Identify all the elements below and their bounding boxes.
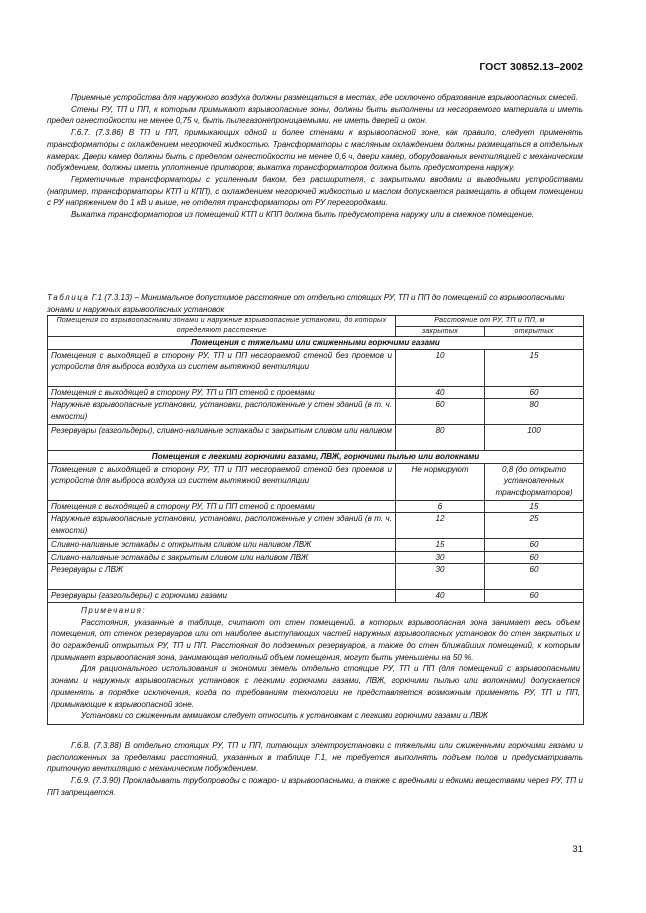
table-row: [48, 590, 584, 603]
row-closed: 80: [396, 425, 485, 451]
note: Расстояния, указанные в таблице, считают от стен помещений, в которых взрывоопасная зона занимает весь объем помещения, от стенок резервуаров или от наиболее выступающих частей наружных взрывоопасных установок до стен закрытых и до ограждений открытых РУ, ТП и ПП. Расстояния до подземных резервуаров, а также до стен ближайших помещений, к которым примыкает взрывоопасная зона, занимающая неполный объем помещения, могут быть уменьшены на 50 %.: [51, 617, 580, 662]
row-open: 60: [485, 386, 584, 399]
table-row: [48, 551, 584, 564]
section-row: [48, 451, 584, 464]
paragraph: Г.6.8. (7.3.88) В отдельно стоящих РУ, ТП и ПП, питающих электроустановки с тяжелыми или сжиженными горючими газами и расположенных за пределами расстояний, указанных в таблице Г.1, не требуется выполнять подъем полов и предусматривать приточную вентиляцию с механическим побуждением.: [47, 741, 583, 774]
row-closed: Не нормируют: [396, 463, 485, 500]
row-closed: 15: [396, 539, 485, 552]
note: Для рационального использования и экономии земель отдельно стоящие РУ, ТП и ПП (для помещений с взрывоопасными зонами и наружных взрывоопасных установок с легкими горючими газами, ЛВЖ, горючими пылью или волокнами) допускается применять в порядке исключения, когда по требованиям технологии не представляется возможным применять РУ, ТП и ПП, примыкающие к взрывоопасной зоне.: [51, 664, 580, 709]
document-id: ГОСТ 30852.13–2002: [479, 61, 583, 73]
paragraph: Выкатка трансформаторов из помещений КТП и КПП должна быть предусмотрена наружу или в смежное помещение.: [71, 210, 535, 220]
table-row: [48, 539, 584, 552]
table-row: [48, 425, 584, 451]
table-row: [48, 386, 584, 399]
row-open: 100: [485, 425, 584, 451]
note: Установки со сжиженным аммиаком следует относить к установкам с легкими горючими газами и ЛВЖ: [81, 711, 488, 721]
top-text-block: [47, 92, 583, 221]
col-head-main: Помещения со взрывоопасными зонами и наружные взрывоопасные установки, до которых определяют расстояние: [48, 316, 396, 337]
row-label: Сливно-наливные эстакады с открытым сливом или наливом ЛВЖ: [48, 539, 396, 552]
section-title: Помещения с тяжелыми или сжиженными горючими газами: [48, 337, 584, 350]
row-open: 25: [485, 513, 584, 539]
table-row: [48, 500, 584, 513]
row-open: 0,8 (до открыто установленных трансформаторов): [485, 463, 584, 500]
table-row: [48, 463, 584, 500]
row-open: 15: [485, 500, 584, 513]
row-label: Резервуары (газгольдеры) с горючими газами: [48, 590, 396, 603]
row-open: 15: [485, 349, 584, 386]
section-row: [48, 337, 584, 350]
distance-table: [47, 315, 584, 725]
col-head-open: открытых: [485, 326, 584, 337]
row-open: 60: [485, 590, 584, 603]
table-row: [48, 399, 584, 425]
table-block: [47, 292, 583, 725]
paragraph: Приемные устройства для наружного воздуха должны размещаться в местах, где исключено образование взрывоопасных смесей.: [71, 93, 578, 102]
row-label: Резервуары с ЛВЖ: [48, 564, 396, 590]
table-row: [48, 564, 584, 590]
col-head-closed: закрытых: [396, 326, 485, 337]
row-label: Помещения с выходящей в сторону РУ, ТП и ПП стеной с проемами: [48, 500, 396, 513]
row-label: Наружные взрывоопасные установки, установки, расположенные у стен зданий (в т. ч. емкости): [48, 399, 396, 425]
row-closed: 30: [396, 551, 485, 564]
row-open: 60: [485, 551, 584, 564]
table-caption: [47, 292, 583, 315]
table-header-row: [48, 316, 584, 327]
row-label: Сливно-наливные эстакады с закрытым сливом или наливом ЛВЖ: [48, 551, 396, 564]
page-number: 31: [572, 844, 583, 855]
table-row: [48, 349, 584, 386]
row-label: Помещения с выходящей в сторону РУ, ТП и ПП несгораемой стеной без проемов и устройств для выброса воздуха из систем вытяжной вентиляции: [48, 349, 396, 386]
notes-cell: [48, 602, 584, 724]
row-closed: 30: [396, 564, 485, 590]
notes-row: [48, 602, 584, 724]
row-closed: 6: [396, 500, 485, 513]
row-label: Резервуары (газгольдеры), сливно-наливные эстакады с закрытым сливом или наливом: [48, 425, 396, 451]
row-closed: 12: [396, 513, 485, 539]
row-open: 60: [485, 539, 584, 552]
paragraph: Стены РУ, ТП и ПП, к которым примыкают взрывоопасные зоны, должны быть выполнены из несгораемого материала и иметь предел огнестойкости не менее 0,75 ч, быть пылегазонепроницаемыми, не иметь дверей и окон.: [47, 104, 583, 126]
row-closed: 40: [396, 386, 485, 399]
row-closed: 40: [396, 590, 485, 603]
col-head-group: Расстояние от РУ, ТП и ПП, м: [396, 316, 584, 327]
table-caption-text: Г.1 (7.3.13) – Минимальное допустимое расстояние от отдельно стоящих РУ, ТП и ПП до помещений со взрывоопасными зонами и наружных взрывоопасных установок: [47, 293, 565, 314]
table-row: [48, 513, 584, 539]
row-closed: 10: [396, 349, 485, 386]
table-caption-label: Таблица: [47, 293, 90, 302]
paragraph: Г.6.9. (7.3.90) Прокладывать трубопроводы с пожаро- и взрывоопасными, а также с вредными и едкими веществами через РУ, ТП и ПП запрещается.: [47, 776, 583, 797]
row-label: Помещения с выходящей в сторону РУ, ТП и ПП несгораемой стеной без проемов и устройств для выброса воздуха из систем вытяжной вентиляции: [48, 463, 396, 500]
bottom-text-block: [47, 740, 583, 799]
row-open: 60: [485, 564, 584, 590]
section-title: Помещения с легкими горючими газами, ЛВЖ, горючими пылью или волокнами: [48, 451, 584, 464]
row-label: Наружные взрывоопасные установки, установки, расположенные у стен зданий (в т. ч. емкости): [48, 513, 396, 539]
paragraph: Герметичные трансформаторы с усиленным баком, без расширителя, с закрытыми вводами и выводными устройствами (например, трансформаторы КТП и КПП), с охлаждением негорючей жидкостью и маслом допускается размещать в общем помещении с РУ напряжением до 1 кВ и выше, не отделяя трансформаторы от РУ перегородками.: [47, 174, 583, 208]
notes-title: Примечания:: [81, 605, 147, 615]
row-closed: 60: [396, 399, 485, 425]
row-label: Помещения с выходящей в сторону РУ, ТП и ПП стеной с проемами: [48, 386, 396, 399]
paragraph: Г.6.7. (7.3.86) В ТП и ПП, примыкающих одной и более стенами к взрывоопасной зоне, как правило, следует применять трансформаторы с охлаждением негорючей жидкостью. Трансформаторы с масляным охлаждением должны размещаться в отдельных камерах. Двери камер должны быть с пределом огнестойкости не менее 0,6 ч, двери камер, оборудованных вентиляцией с механическим побуждением, должны иметь уплотнение притворов; выкатка трансформаторов должна быть предусмотрена наружу.: [47, 128, 583, 173]
row-open: 80: [485, 399, 584, 425]
